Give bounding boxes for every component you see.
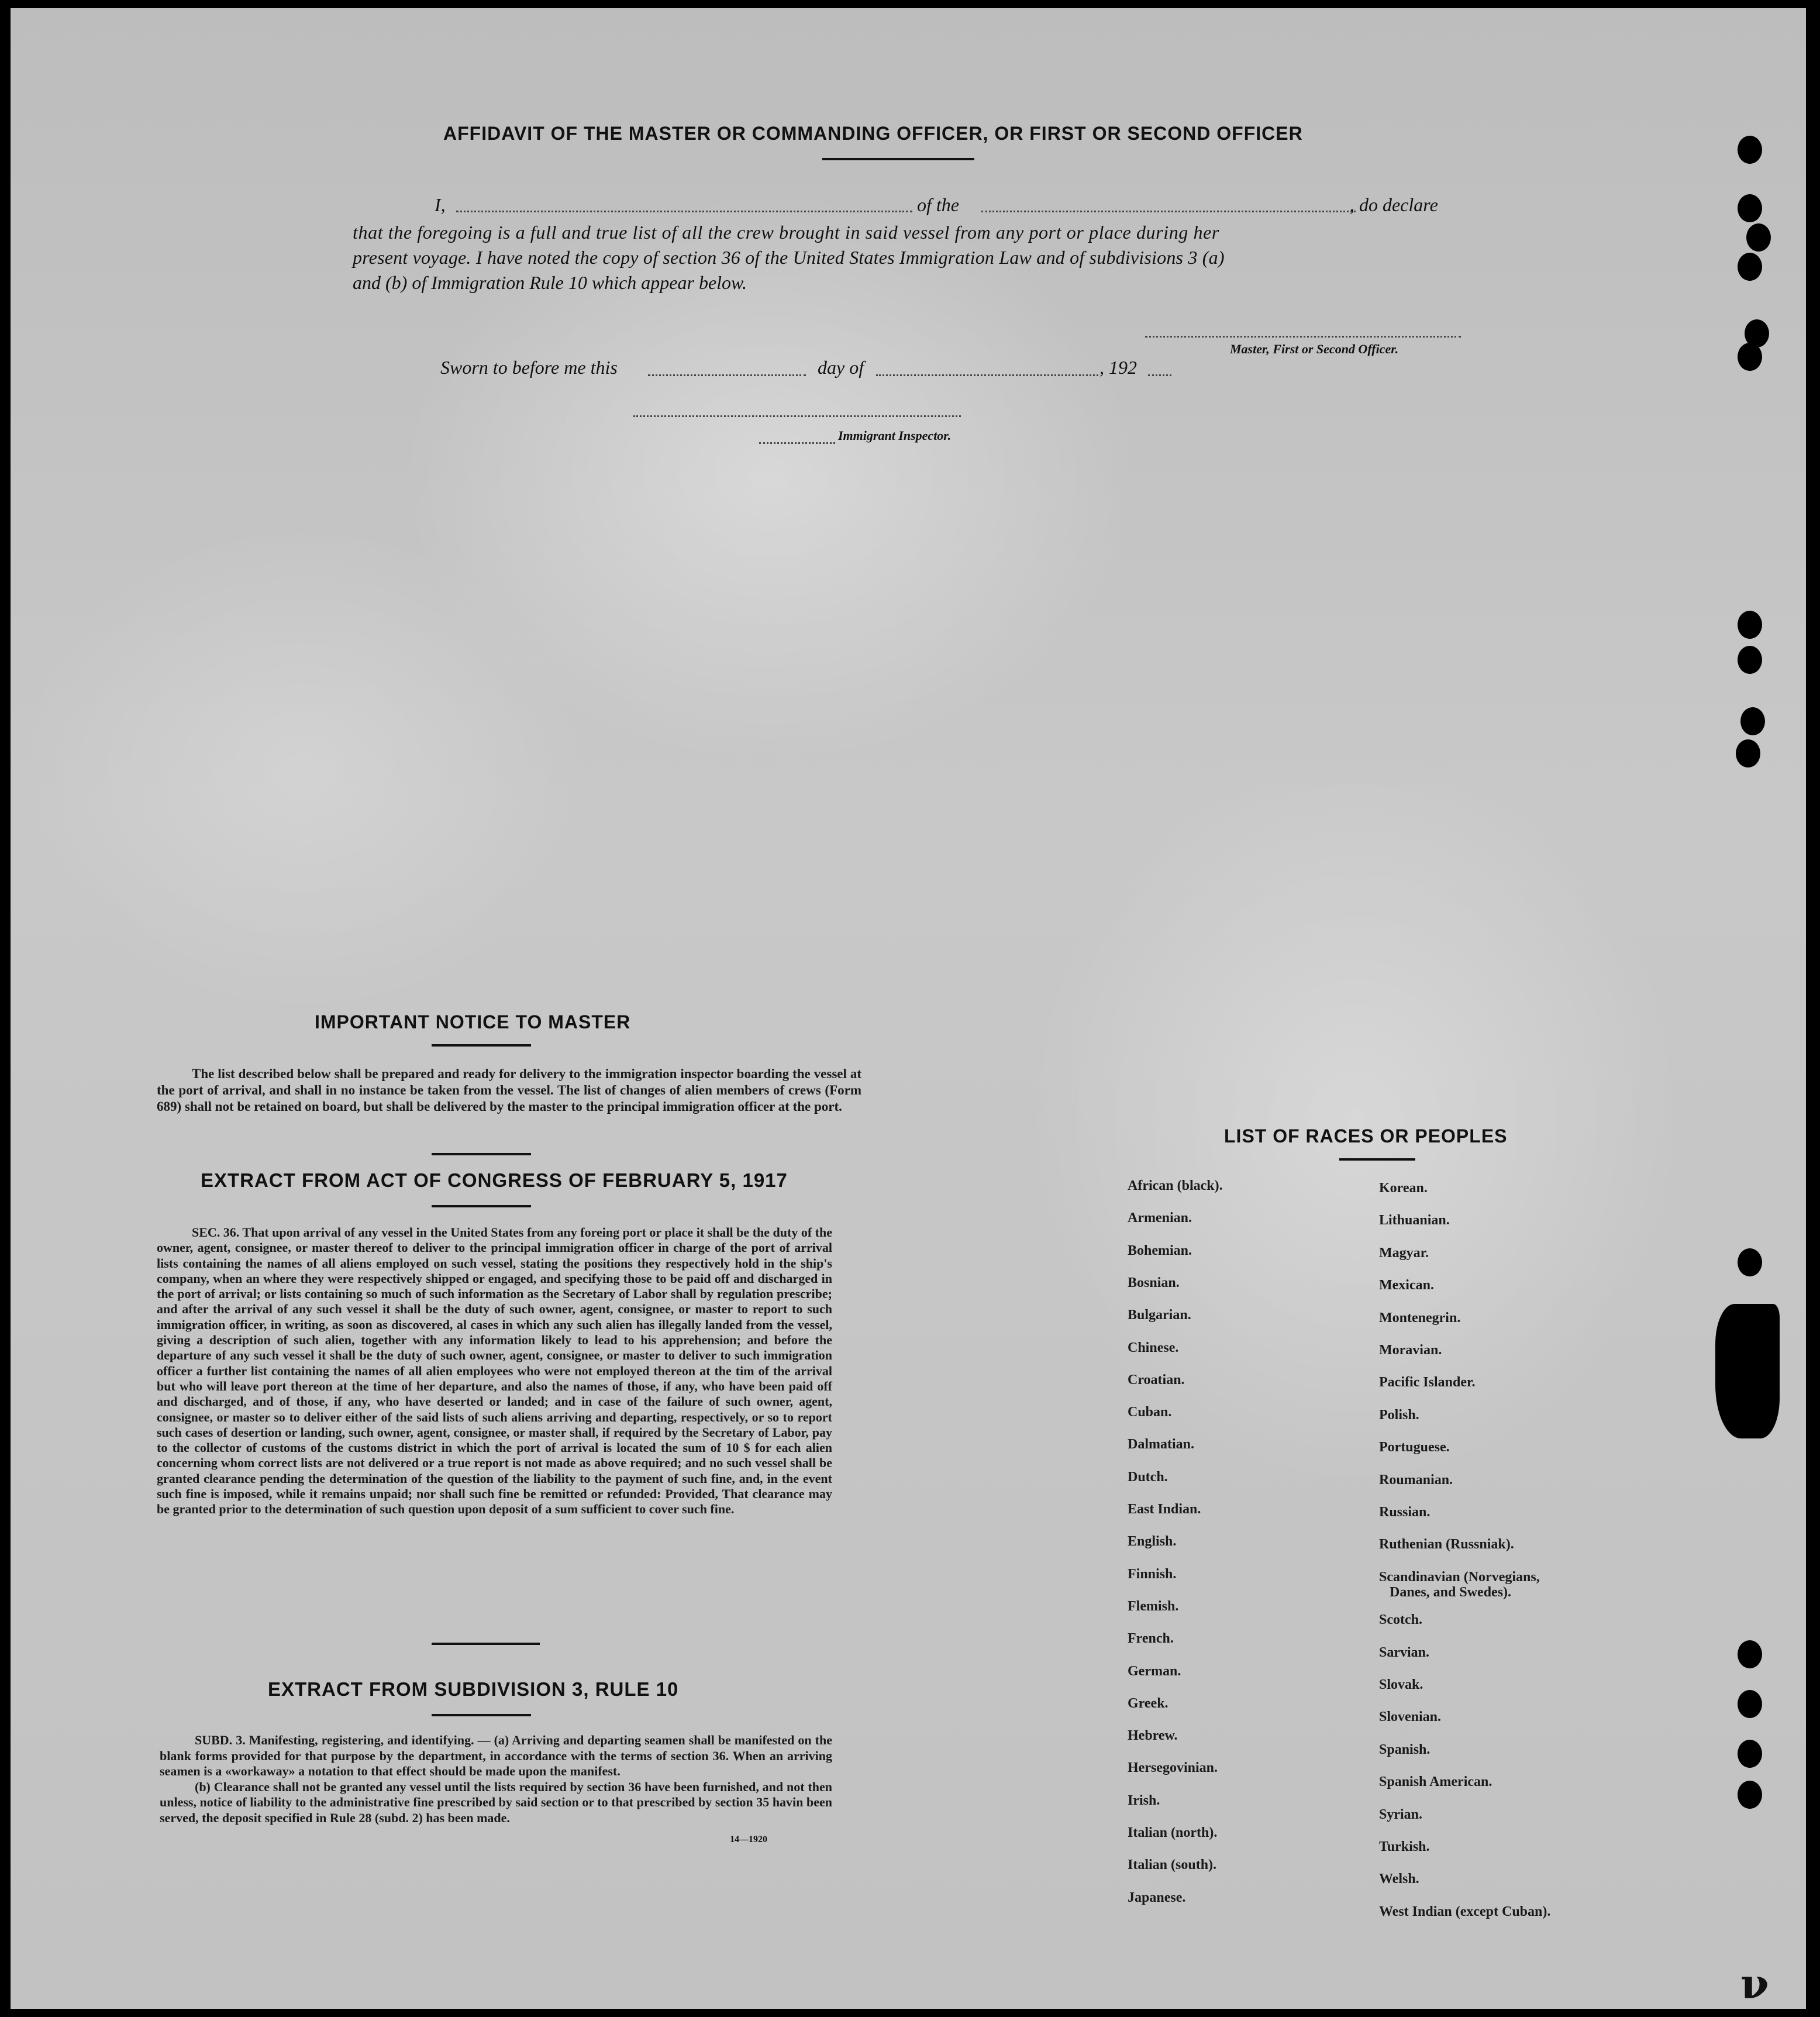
punch-hole xyxy=(1738,611,1762,639)
day-blank[interactable] xyxy=(648,374,806,376)
race-item: Syrian. xyxy=(1379,1806,1423,1822)
race-item: Hersegovinian. xyxy=(1128,1760,1218,1776)
torn-edge xyxy=(1715,1304,1780,1438)
affidavit-i-label: I, xyxy=(435,194,446,215)
signature-caption: Master, First or Second Officer. xyxy=(1230,342,1399,356)
notice-title: IMPORTANT NOTICE TO MASTER xyxy=(315,1011,631,1032)
race-item: African (black). xyxy=(1128,1178,1223,1193)
affidavit-title: AFFIDAVIT OF THE MASTER OR COMMANDING OFFICER, OR FIRST OR SECOND OFFICER xyxy=(443,123,1303,144)
rule-rule-bottom xyxy=(432,1714,531,1716)
race-item: Greek. xyxy=(1128,1695,1168,1711)
affidavit-line-2: that the foregoing is a full and true list of all the crew brought in said vessel from any port or place during her xyxy=(353,222,1219,243)
act-title: EXTRACT FROM ACT OF CONGRESS OF FEBRUARY 5, 1917 xyxy=(201,1169,788,1191)
race-item: Flemish. xyxy=(1128,1598,1179,1614)
race-item: Turkish. xyxy=(1379,1839,1430,1854)
race-item: Bosnian. xyxy=(1128,1275,1180,1290)
race-item: East Indian. xyxy=(1128,1502,1201,1517)
affidavit-of-the-label: of the xyxy=(917,194,959,215)
punch-hole xyxy=(1738,343,1762,371)
signature-blank[interactable] xyxy=(1145,336,1461,338)
year-blank[interactable] xyxy=(1148,374,1171,376)
year-label: , 192 xyxy=(1099,357,1137,378)
punch-hole xyxy=(1738,646,1762,674)
race-item: Mexican. xyxy=(1379,1278,1434,1293)
race-item: Polish. xyxy=(1379,1407,1419,1423)
punch-hole xyxy=(1736,739,1760,767)
race-item: Armenian. xyxy=(1128,1210,1192,1226)
race-item: Croatian. xyxy=(1128,1372,1185,1388)
act-rule-top xyxy=(432,1153,531,1155)
races-title: LIST OF RACES OR PEOPLES xyxy=(1224,1125,1508,1147)
race-item: English. xyxy=(1128,1534,1177,1550)
race-item: Lithuanian. xyxy=(1379,1213,1450,1228)
punch-hole xyxy=(1746,223,1771,252)
rule-rule-top xyxy=(432,1643,540,1645)
race-item: Montenegrin. xyxy=(1379,1310,1461,1326)
name-blank[interactable] xyxy=(456,211,912,212)
race-item: Magyar. xyxy=(1379,1245,1429,1261)
race-item: Irish. xyxy=(1128,1792,1160,1808)
inspector-caption: Immigrant Inspector. xyxy=(838,428,952,443)
race-item: Portuguese. xyxy=(1379,1440,1450,1455)
race-item: Scotch. xyxy=(1379,1612,1422,1628)
race-item: Bulgarian. xyxy=(1128,1307,1191,1323)
race-item: Welsh. xyxy=(1379,1871,1419,1887)
sworn-label: Sworn to before me this xyxy=(440,357,618,378)
document-page xyxy=(11,8,1806,2009)
race-item: Italian (south). xyxy=(1128,1857,1217,1873)
race-item: Slovak. xyxy=(1379,1677,1423,1692)
act-text: SEC. 36. That upon arrival of any vessel in the United States from any foreing port or place it shall be the duty of the owner, agent, consignee, or master thereof to deliver to the principal immigration officer in charge of the port of arrival lists containing the names of all aliens employed on such vessel, stating the positions they respectively hold in the ship's company, when an where they were respectively shipped or engaged, and specifying those to be paid off and discharged in the port of arrival; or lists containing so much of such information as the Secretary of Labor shall by regulation prescribe; and after the arrival of any such vessel it shall be the duty of such owner, agent, consignee, or master to report to such immigration officer, in writing, as soon as discovered, al cases in which any such alien has illegally landed from the vessel, giving a description of such alien, together with any information likely to lead to his apprehension; and before the departure of any such vessel it shall be the duty of such owner, agent, consignee, or master to deliver to such immigration officer a further list containing the names of all alien employees who were not employed thereon at the tim of the arrival but who will leave port thereon at the time of her departure, and also the names of those, if any, who have been paid off and discharged, and of those, if any, who have deserted or landed; and in case of the failure of such owner, agent, consignee, or master so to deliver either of the said lists of such aliens arriving and departing, respectively, or so to report such cases of desertion or landing, such owner, agent, consignee, or master shall, if required by the Secretary of Labor, pay to the collector of customs of the customs district in which the port of arrival is located the sum of 10 $ for each alien concerning whom correct lists are not delivered or a true report is not made as above required; and no such vessel shall be granted clearance pending the determination of the question of the liability to the payment of such fine, and, in the event such fine is imposed, while it remains unpaid; nor shall such fine be remitted or refunded: Provided, That clearance may be granted prior to the determination of such question upon deposit of a sum sufficient to cover such fine. xyxy=(157,1225,832,1517)
month-blank[interactable] xyxy=(876,374,1098,376)
races-rule xyxy=(1339,1158,1415,1161)
punch-hole xyxy=(1740,707,1765,735)
affidavit-line-3: present voyage. I have noted the copy of section 36 of the United States Immigration Law and of subdivisions 3 (a) xyxy=(353,247,1225,268)
race-item: Scandinavian (Norvegians, xyxy=(1379,1569,1540,1585)
act-rule-bottom xyxy=(432,1205,531,1207)
punch-hole xyxy=(1738,1740,1762,1768)
race-item: Spanish. xyxy=(1379,1741,1431,1757)
race-item: German. xyxy=(1128,1663,1181,1679)
race-item: Chinese. xyxy=(1128,1340,1179,1355)
rule-title: EXTRACT FROM SUBDIVISION 3, RULE 10 xyxy=(268,1678,679,1700)
notice-rule xyxy=(432,1044,531,1047)
race-item: Korean. xyxy=(1379,1180,1428,1196)
race-item: Japanese. xyxy=(1128,1889,1186,1905)
affidavit-line-4: and (b) of Immigration Rule 10 which appear below. xyxy=(353,272,747,293)
rule-text: SUBD. 3. Manifesting, registering, and identifying. — (a) Arriving and departing seamen shall be manifested on the blank forms provided for that purpose by the department, in accordance with the terms of section 36. When an arriving seamen is a «workaway» a notation to that effect should be made upon the manifest. (b) Clearance shall not be granted any vessel until the lists required by section 36 have been furnished, and not then unless, notice of liability to the administrative fine prescribed by said section or to that prescribed by section 35 havin been served, the deposit specified in Rule 28 (subd. 2) has been made. xyxy=(160,1733,832,1825)
race-item: French. xyxy=(1128,1631,1174,1647)
race-item: Italian (north). xyxy=(1128,1825,1218,1840)
punch-hole xyxy=(1738,253,1762,281)
race-item: Roumanian. xyxy=(1379,1472,1453,1488)
race-item: Slovenian. xyxy=(1379,1709,1442,1725)
inspector-lead-dots xyxy=(759,442,835,444)
title-rule xyxy=(822,158,974,160)
vessel-blank[interactable] xyxy=(981,211,1356,212)
race-item: Spanish American. xyxy=(1379,1774,1492,1790)
race-item: Dutch. xyxy=(1128,1469,1168,1485)
race-item: Russian. xyxy=(1379,1505,1431,1520)
punch-hole xyxy=(1738,136,1762,164)
handwritten-mark: ν xyxy=(1740,1960,1769,2008)
form-number: 14—1920 xyxy=(730,1834,767,1844)
race-item: Finnish. xyxy=(1128,1566,1177,1582)
race-item: Hebrew. xyxy=(1128,1728,1178,1744)
inspector-blank[interactable] xyxy=(633,415,961,417)
race-item: Moravian. xyxy=(1379,1343,1442,1358)
race-item: Cuban. xyxy=(1128,1405,1172,1420)
affidavit-declare-label: , do declare xyxy=(1350,194,1438,215)
punch-hole xyxy=(1738,194,1762,222)
race-item: West Indian (except Cuban). xyxy=(1379,1904,1551,1919)
race-item: Bohemian. xyxy=(1128,1242,1192,1258)
punch-hole xyxy=(1738,1248,1762,1276)
race-item: Danes, and Swedes). xyxy=(1390,1584,1512,1600)
race-item: Pacific Islander. xyxy=(1379,1375,1476,1390)
race-item: Sarvian. xyxy=(1379,1644,1430,1660)
race-item: Dalmatian. xyxy=(1128,1437,1194,1452)
race-item: Ruthenian (Russniak). xyxy=(1379,1537,1514,1553)
punch-hole xyxy=(1738,1781,1762,1809)
notice-text: The list described below shall be prepared and ready for delivery to the immigration inspector boarding the vessel at the port of arrival, and shall in no instance be taken from the vessel. The list of changes of alien members of crews (Form 689) shall not be retained on board, but shall be delivered by the master to the principal immigration officer at the port. xyxy=(157,1066,861,1114)
punch-hole xyxy=(1738,1640,1762,1668)
punch-hole xyxy=(1738,1690,1762,1718)
day-of-label: day of xyxy=(818,357,864,378)
